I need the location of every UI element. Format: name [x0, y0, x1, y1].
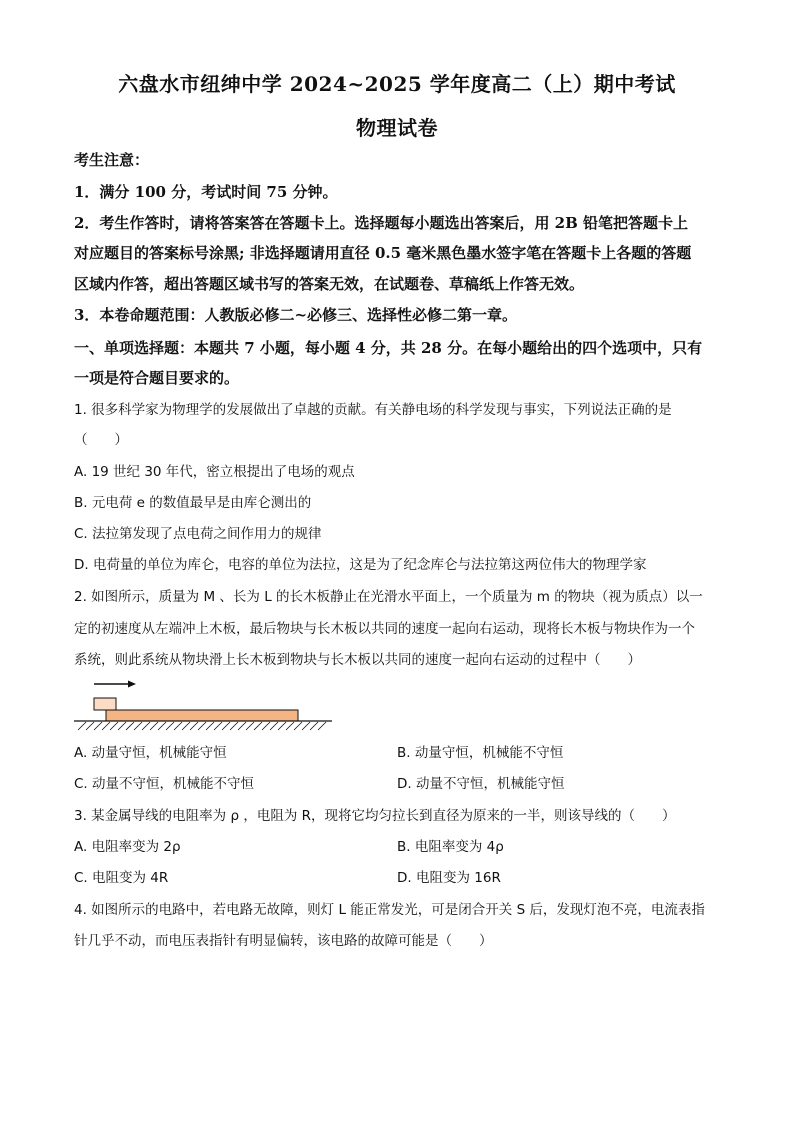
exam-title: 六盘水市纽绅中学 2024~2025 学年度高二（上）期中考试 [118, 72, 676, 96]
q2-option-d: D. 动量不守恒，机械能守恒 [397, 776, 565, 792]
notice-item-2: 2．考生作答时，请将答案答在答题卡上。选择题每小题选出答案后，用 2B 铅笔把答题卡上 [74, 214, 689, 232]
notice-item-3: 3．本卷命题范围：人教版必修二~必修三、选择性必修二第一章。 [74, 306, 518, 324]
section-heading: 一、单项选择题：本题共 7 小题，每小题 4 分，共 28 分。在每小题给出的四个选项中，只有 [74, 339, 703, 357]
q2-stem-2: 定的初速度从左端冲上木板，最后物块与长木板以共同的速度一起向右运动，现将长木板与物块作为一个 [74, 621, 695, 637]
q1-option-c: C. 法拉第发现了点电荷之间作用力的规律 [74, 526, 322, 542]
q3-option-c: C. 电阻变为 4R [74, 870, 169, 886]
notice-item-2-cont: 对应题目的答案标号涂黑; 非选择题请用直径 0.5 毫米黑色墨水签字笔在答题卡上各题的答题 [74, 244, 692, 262]
notice-item-2-cont2: 区域内作答，超出答题区域书写的答案无效，在试题卷、草稿纸上作答无效。 [74, 275, 585, 293]
q3-stem: 3. 某金属导线的电阻率为 ρ ，电阻为 R，现将它均匀拉长到直径为原来的一半，则该导线的（ ） [74, 808, 676, 824]
q2-stem-1: 2. 如图所示，质量为 M 、长为 L 的长木板静止在光滑水平面上，一个质量为 m 的物块（视为质点）以一 [74, 589, 703, 605]
q3-option-a: A. 电阻率变为 2ρ [74, 839, 181, 855]
velocity-arrow [94, 681, 136, 688]
q1-bracket: （ ） [74, 432, 128, 448]
q3-option-d: D. 电阻变为 16R [397, 870, 501, 886]
q1-option-b: B. 元电荷 e 的数值最早是由库仑测出的 [74, 495, 312, 511]
q2-stem-3: 系统，则此系统从物块滑上长木板到物块与长木板以共同的速度一起向右运动的过程中（ ） [74, 652, 641, 668]
q1-option-d: D. 电荷量的单位为库仑，电容的单位为法拉，这是为了纪念库仑与法拉第这两位伟大的物理学家 [74, 557, 647, 573]
ground-hatching [78, 722, 326, 730]
q2-option-b: B. 动量守恒，机械能不守恒 [397, 745, 564, 761]
q4-stem-2: 针几乎不动，而电压表指针有明显偏转，该电路的故障可能是（ ） [74, 933, 493, 949]
q3-option-b: B. 电阻率变为 4ρ [397, 839, 504, 855]
notice-item-1: 1．满分 100 分，考试时间 75 分钟。 [74, 183, 338, 201]
long-board [106, 710, 298, 721]
q1-option-a: A. 19 世纪 30 年代，密立根提出了电场的观点 [74, 464, 355, 480]
section-heading-cont: 一项是符合题目要求的。 [74, 369, 240, 387]
board-block-figure [74, 676, 336, 732]
q2-option-a: A. 动量守恒，机械能守恒 [74, 745, 227, 761]
q1-stem: 1. 很多科学家为物理学的发展做出了卓越的贡献。有关静电场的科学发现与事实，下列说法正确的是 [74, 402, 672, 418]
small-block [94, 698, 116, 710]
exam-subtitle: 物理试卷 [356, 116, 438, 140]
notice-heading: 考生注意： [74, 151, 150, 169]
q2-option-c: C. 动量不守恒，机械能不守恒 [74, 776, 255, 792]
q4-stem-1: 4. 如图所示的电路中，若电路无故障，则灯 L 能正常发光，可是闭合开关 S 后，发现灯泡不亮，电流表指 [74, 902, 705, 918]
